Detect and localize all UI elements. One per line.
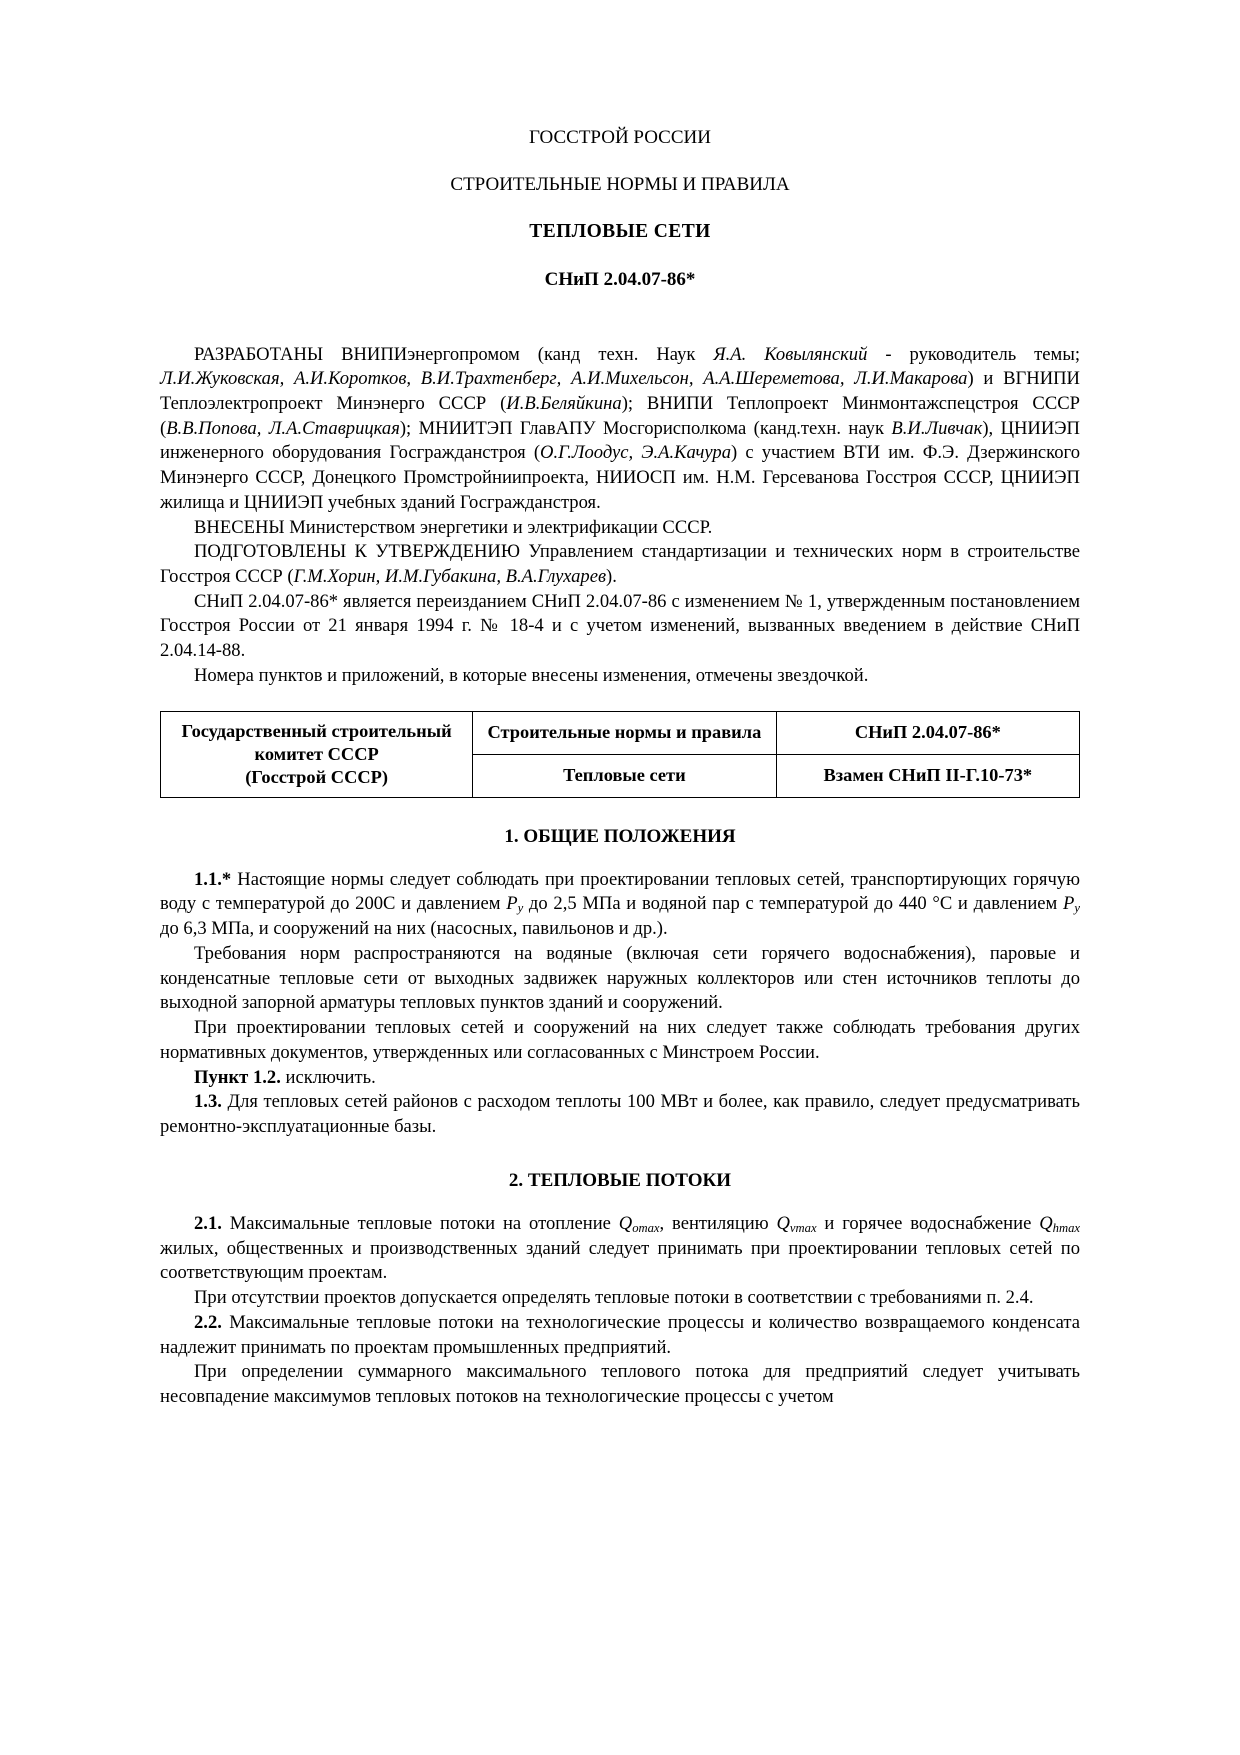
prepared-prefix: ПОДГОТОВЛЕНЫ К УТВЕРЖДЕНИЮ Управлением стандартизации и технических норм в строительстве Госстроя СССР (: [160, 541, 1080, 587]
header-spacer: [160, 317, 1080, 343]
section-1-title: 1. ОБЩИЕ ПОЛОЖЕНИЯ: [504, 825, 736, 847]
symbol-py-2-letter: Р: [1063, 893, 1075, 915]
paragraph-submitted-by: ВНЕСЕНЫ Министерством энергетики и электрификации СССР.: [194, 516, 713, 538]
developed-text-e: ); МНИИТЭП ГлавАПУ Мосгорисполкома (канд.техн. наук: [399, 417, 892, 439]
symbol-py-1: [506, 893, 523, 914]
clause-1-1-text-b: до 2,5 МПа и водяной пар с температурой до 440 °С и давлением: [523, 893, 1064, 915]
symbol-qomax-sub: omax: [632, 1220, 660, 1235]
symbol-py-2-sub: у: [1074, 901, 1080, 916]
clause-number-1-3: 1.3.: [194, 1091, 222, 1113]
developed-text-g: ) с участием ВТИ им. Ф.Э. Дзержинского Минэнерго СССР, Донецкого Промстройниипроекта, НИИОСП им. Н.М. Герсеванова Госстроя СССР, ЦНИИЭП жилища и ЦНИИЭП учебных зданий Госгражданстроя.: [160, 442, 1080, 513]
clause-1-1-text-c: до 6,3 МПа, и сооружений на них (насосных, павильонов и др.).: [160, 918, 668, 940]
developed-name-4: В.В.Попова, Л.А.Ставрицкая: [166, 417, 400, 439]
clause-number-2-1: 2.1.: [194, 1212, 222, 1234]
symbol-py-2: [1063, 893, 1080, 914]
symbol-qhmax-letter: Q: [1039, 1212, 1053, 1234]
symbol-qvmax: [776, 1213, 816, 1234]
organization-name: ГОССТРОЙ РОССИИ: [529, 127, 711, 148]
cell-committee: [161, 711, 473, 797]
paragraph-1-3: [160, 1090, 1080, 1139]
symbol-qvmax-letter: Q: [776, 1212, 790, 1234]
symbol-py-1-sub: у: [517, 901, 524, 916]
paragraph-asterisk-note: Номера пунктов и приложений, в которые внесены изменения, отмечены звездочкой.: [194, 664, 869, 686]
cell-doc-subject: Тепловые сети: [473, 754, 776, 797]
paragraph-1-1-cont-1: Требования норм распространяются на водяные (включая сети горячего водоснабжения), паровые и конденсатные тепловые сети от выходных задвижек наружных коллекторов или стен источников теплоты до выходной запорной арматуры тепловых пунктов зданий и сооружений.: [160, 942, 1080, 1014]
paragraph-reissue-note: СНиП 2.04.07-86* является переизданием СНиП 2.04.07-86 с изменением № 1, утвержденным постановлением Госстроя России от 21 января 1994 г. № 18-4 и с учетом изменений, вызванных введением в действие СНиП 2.04.14-88.: [160, 590, 1080, 662]
cell-doc-code: СНиП 2.04.07-86*: [776, 711, 1079, 754]
clause-number-1-1: 1.1.*: [194, 868, 232, 890]
prepared-suffix: ).: [606, 565, 617, 587]
clause-2-1-text-b: , вентиляцию: [659, 1212, 777, 1234]
clause-1-2-text: исключить.: [280, 1066, 376, 1088]
paragraph-2-1-cont: При отсутствии проектов допускается определять тепловые потоки в соответствии с требованиями п. 2.4.: [194, 1287, 1034, 1309]
symbol-qomax: [619, 1213, 660, 1234]
symbol-qvmax-sub: vmax: [789, 1220, 817, 1235]
clause-2-1-text-c: и горячее водоснабжение: [816, 1212, 1040, 1234]
clause-2-2-text: Максимальные тепловые потоки на технологические процессы и количество возвращаемого конденсата надлежит принимать по проектам промышленных предприятий.: [160, 1311, 1080, 1358]
developed-name-1: Я.А. Ковылянский: [713, 343, 868, 365]
section-2-title: 2. ТЕПЛОВЫЕ ПОТОКИ: [508, 1169, 732, 1191]
cell-doc-kind: Строительные нормы и правила: [473, 711, 776, 754]
clause-2-1-text-a: Максимальные тепловые потоки на отопление: [221, 1212, 619, 1234]
developed-name-5: В.И.Ливчак: [891, 417, 983, 439]
paragraph-2-2: [160, 1311, 1080, 1360]
paragraph-2-2-cont: При определении суммарного максимального теплового потока для предприятий следует учитывать несовпадение максимумов тепловых потоков на технологические процессы с учетом: [160, 1361, 1080, 1407]
symbol-qhmax: [1039, 1213, 1080, 1234]
developed-text-f: ), ЦНИИЭП инженерного оборудования Госгражданстроя (: [160, 417, 1080, 464]
paragraph-developed-by: [160, 343, 1080, 516]
clause-1-1-text-a: Настоящие нормы следует соблюдать при проектировании тепловых сетей, транспортирующих горячую воду с температурой до 200С и давлением: [160, 868, 1080, 915]
document-info-table: [160, 711, 1080, 798]
developed-name-6: О.Г.Лоодус, Э.А.Качура: [540, 442, 732, 464]
clause-2-1-text-d: жилых, общественных и производственных зданий следует принимать при проектировании тепловых сетей по соответствующим проектам.: [160, 1237, 1080, 1284]
paragraph-1-2: [160, 1066, 1080, 1091]
symbol-qomax-letter: Q: [618, 1212, 633, 1234]
developed-name-2: Л.И.Жуковская, А.И.Коротков, В.И.Трахтенберг, А.И.Михельсон, А.А.Шереметова, Л.И.Макарова: [160, 368, 968, 390]
clause-number-2-2: 2.2.: [194, 1311, 222, 1333]
developed-name-3: И.В.Беляйкина: [506, 392, 622, 414]
cell-committee-line2: (Госстрой СССР): [245, 766, 388, 787]
developed-text-d: ); ВНИПИ Теплопроект Минмонтажспецстроя СССР (: [160, 392, 1080, 439]
symbol-qhmax-sub: hmax: [1052, 1220, 1080, 1235]
developed-text-b: - руководитель темы;: [867, 343, 1080, 365]
table-row: [161, 711, 1080, 754]
developed-prefix: РАЗРАБОТАНЫ ВНИПИэнергопромом (канд техн. Наук: [194, 343, 714, 365]
document-header: [160, 128, 1080, 289]
cell-committee-line1: Государственный строительный комитет СССР: [181, 720, 452, 764]
paragraph-2-1: [160, 1212, 1080, 1286]
cell-replaces: Взамен СНиП II-Г.10-73*: [776, 754, 1079, 797]
clause-1-3-text: Для тепловых сетей районов с расходом теплоты 100 МВт и более, как правило, следует предусматривать ремонтно-эксплуатационные базы.: [160, 1091, 1080, 1137]
paragraph-1-1-cont-2: При проектировании тепловых сетей и сооружений на них следует также соблюдать требования других нормативных документов, утвержденных или согласованных с Минстроем России.: [160, 1017, 1080, 1063]
paragraph-1-1: [160, 868, 1080, 942]
document-code: СНиП 2.04.07-86*: [544, 268, 696, 290]
clause-number-1-2: Пункт 1.2.: [194, 1066, 281, 1088]
symbol-py-1-letter: Р: [506, 893, 518, 915]
prepared-names: Г.М.Хорин, И.М.Губакина, В.А.Глухарев: [293, 565, 607, 587]
document-title: ТЕПЛОВЫЕ СЕТИ: [529, 221, 711, 242]
paragraph-prepared-by: [160, 540, 1080, 589]
document-kind: СТРОИТЕЛЬНЫЕ НОРМЫ И ПРАВИЛА: [450, 174, 790, 195]
developed-text-c: ) и ВГНИПИ Теплоэлектропроект Минэнерго СССР (: [160, 368, 1080, 414]
